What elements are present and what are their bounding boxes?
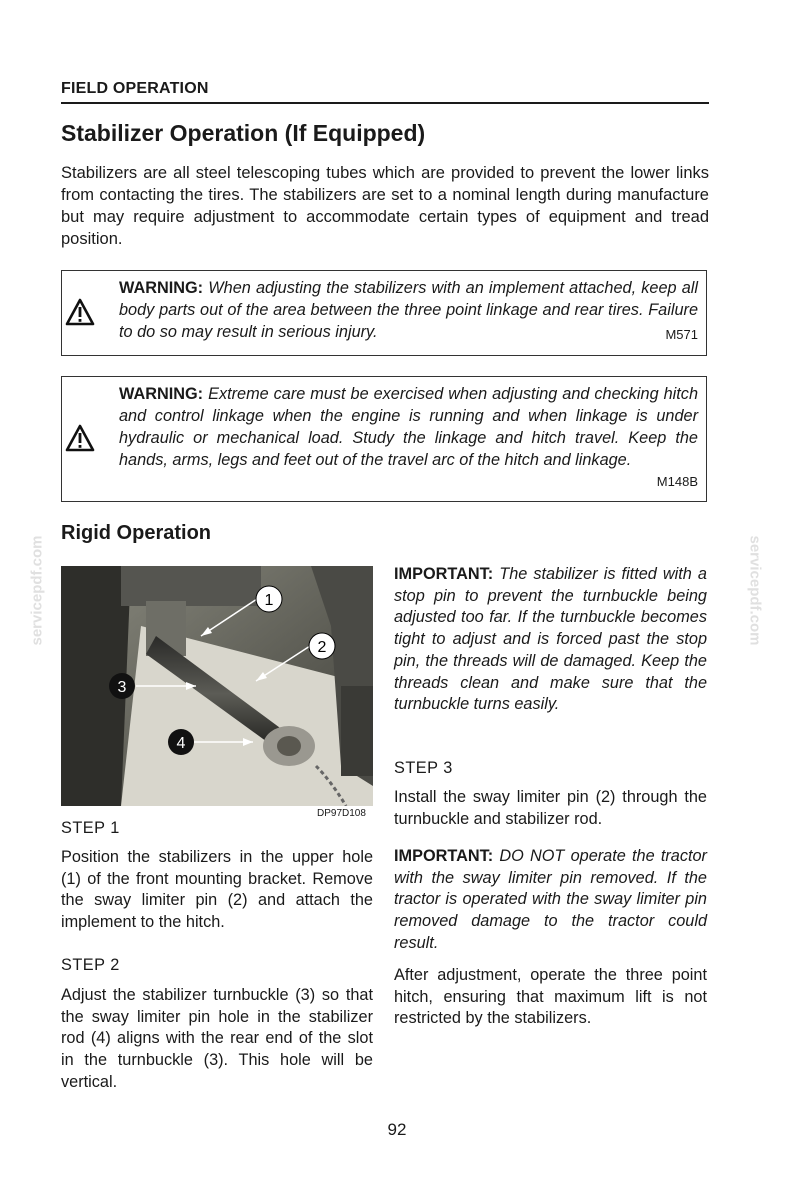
warning-text-1	[119, 277, 698, 343]
important-label: IMPORTANT:	[394, 847, 494, 865]
watermark-right: servicepdf.com	[746, 535, 764, 646]
callout-1-label: 1	[264, 592, 274, 609]
stabilizer-illustration	[61, 566, 373, 806]
warning-text-2	[119, 383, 698, 471]
important-note-1	[394, 564, 707, 716]
important-label: IMPORTANT:	[394, 565, 494, 583]
step-2-text: Adjust the stabilizer turnbuckle (3) so that the sway limiter pin hole in the stabilizer rod (4) aligns with the rear end of the slot in the turnbuckle (3). This hole will be vertical.	[61, 986, 373, 1091]
callout-4-label: 4	[176, 735, 186, 752]
step-3-label: STEP 3	[394, 759, 453, 777]
warning-box-1	[61, 270, 707, 356]
page-number: 92	[387, 1120, 407, 1139]
section-header: FIELD OPERATION	[61, 80, 709, 104]
page-title: Stabilizer Operation (If Equipped)	[61, 120, 426, 146]
important-body: The stabilizer is fitted with a stop pin to prevent the turnbuckle being adjusted too far. If the turnbuckle becomes tight to adjust and is forced past the stop pin, the threads will de damaged. Keep the threads clean and make sure that the turnbuckle turns easily.	[394, 565, 707, 714]
important-body: DO NOT operate the tractor with the sway limiter pin removed. If the tractor is operated with the sway limiter pin removed damage to the tractor could result.	[394, 847, 707, 952]
figure-code: DP97D108	[317, 808, 366, 819]
warning-code: M571	[665, 327, 698, 342]
warning-code: M148B	[656, 474, 698, 489]
callout-2-label: 2	[317, 639, 327, 656]
step-1-label: STEP 1	[61, 819, 120, 837]
subsection-title: Rigid Operation	[61, 522, 211, 544]
warning-triangle-icon	[65, 298, 95, 326]
callout-3-label: 3	[117, 679, 127, 696]
warning-body: Extreme care must be exercised when adjusting and checking hitch and control linkage when the engine is running and when linkage is under hydraulic or mechanical load. Study the linkage and hitch travel. Keep the hands, arms, legs and feet out of the travel arc of the hitch and linkage.	[119, 385, 698, 469]
intro-paragraph: Stabilizers are all steel telescoping tubes which are provided to prevent the lower links from contacting the tires. The stabilizers are set to a nominal length during manufacture but may require adjustment to accommodate certain types of equipment and tread position.	[61, 164, 709, 248]
warning-label: WARNING:	[119, 385, 204, 403]
warning-label: WARNING:	[119, 279, 204, 297]
warning-triangle-icon	[65, 424, 95, 452]
step-3-text: Install the sway limiter pin (2) through the turnbuckle and stabilizer rod.	[394, 788, 707, 828]
after-adjustment-text: After adjustment, operate the three point hitch, ensuring that maximum lift is not restricted by the stabilizers.	[394, 966, 707, 1028]
step-1-text: Position the stabilizers in the upper hole (1) of the front mounting bracket. Remove the sway limiter pin (2) and attach the implement to the hitch.	[61, 848, 373, 932]
warning-body: When adjusting the stabilizers with an implement attached, keep all body parts out of the area between the three point linkage and rear tires. Failure to do so may result in serious injury.	[119, 279, 698, 341]
important-note-2	[394, 846, 707, 955]
warning-box-2	[61, 376, 707, 502]
step-2-label: STEP 2	[61, 956, 120, 974]
watermark-left: servicepdf.com	[28, 535, 46, 646]
stabilizer-photo	[61, 566, 373, 806]
